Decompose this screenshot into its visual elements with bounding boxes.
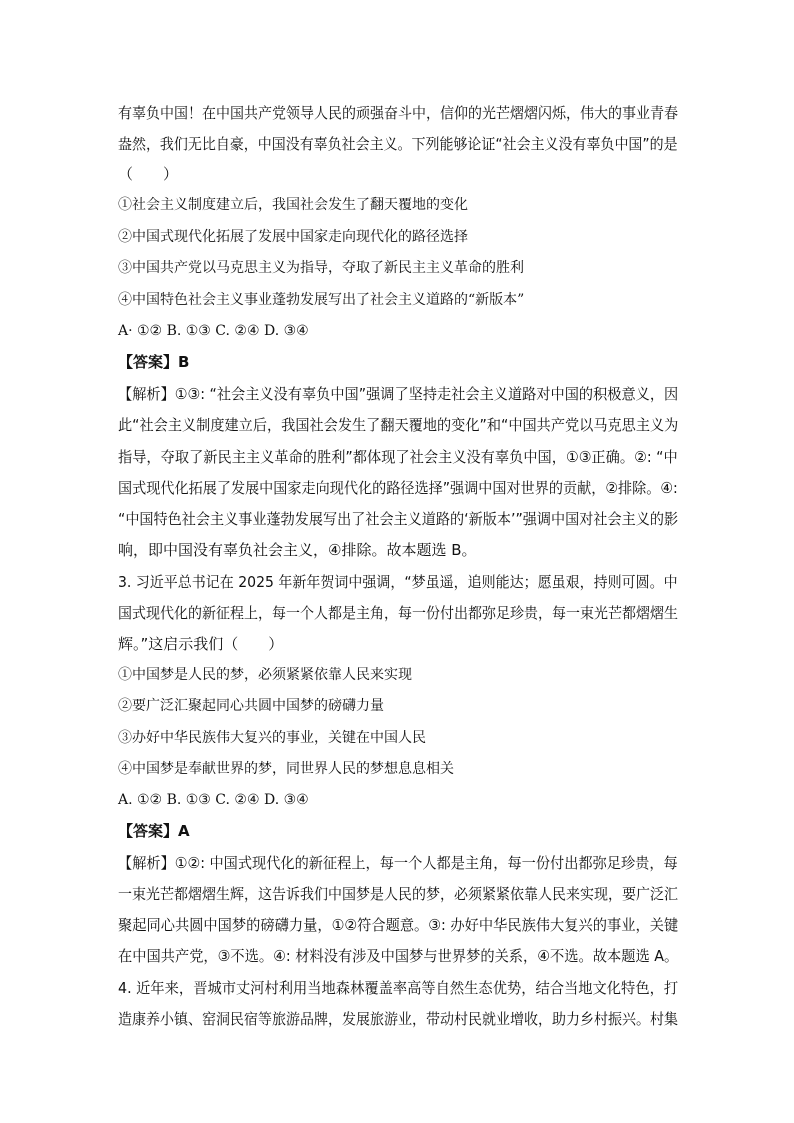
q3-stem-line-1: 3. 习近平总书记在 2025 年新年贺词中强调，“梦虽遥，追则能达；愿虽艰，持则可圆。中 — [118, 573, 678, 591]
q2-option-2: ②中国式现代化拓展了发展中国家走向现代化的路径选择 — [118, 229, 468, 245]
q4-stem-line-2: 造康养小镇、窑洞民宿等旅游品牌，发展旅游业，带动村民就业增收，助力乡村振兴。村集 — [118, 1010, 678, 1028]
q2-option-1: ①社会主义制度建立后，我国社会发生了翻天覆地的变化 — [118, 197, 468, 213]
q3-answer: 【答案】A — [118, 822, 190, 840]
q3-analysis-line-3: 聚起同心共圆中国梦的磅礴力量，①②符合题意。③: 办好中华民族伟大复兴的事业，关键 — [118, 916, 679, 934]
q3-analysis-line-1: 【解析】①②: 中国式现代化的新征程上，每一个人都是主角，每一份付出都弥足珍贵，每 — [118, 854, 678, 872]
q2-analysis-line-6: 响，即中国没有辜负社会主义，④排除。故本题选 B。 — [118, 541, 477, 559]
q2-analysis-line-5: “中国特色社会主义事业蓬勃发展写出了社会主义道路的‘新版本’”强调中国对社会主义的影 — [118, 510, 679, 528]
q3-option-1: ①中国梦是人民的梦，必须紧紧依靠人民来实现 — [118, 667, 412, 683]
q3-option-3: ③办好中华民族伟大复兴的事业，关键在中国人民 — [118, 730, 426, 746]
q2-stem-line-3: （ ） — [118, 165, 179, 183]
q3-analysis-line-2: 一束光芒都熠熠生辉，这告诉我们中国梦是人民的梦，必须紧紧依靠人民来实现，要广泛汇 — [118, 885, 678, 903]
q4-stem-line-1: 4. 近年来，晋城市丈河村利用当地森林覆盖率高等自然生态优势，结合当地文化特色，打 — [118, 979, 679, 997]
q3-stem-line-2: 国式现代化的新征程上，每一个人都是主角，每一份付出都弥足珍贵，每一束光芒都熠熠生 — [118, 604, 678, 622]
q3-option-4: ④中国梦是奉献世界的梦，同世界人民的梦想息息相关 — [118, 761, 454, 777]
q3-stem-line-3: 辉。”这启示我们（ ） — [118, 635, 284, 653]
q2-stem-line-2: 盎然，我们无比自豪，中国没有辜负社会主义。下列能够论证“社会主义没有辜负中国”的是 — [118, 135, 678, 153]
q2-choices: A· ①② B. ①③ C. ②④ D. ③④ — [118, 323, 309, 339]
q2-analysis-line-2: 此“社会主义制度建立后，我国社会发生了翻天覆地的变化”和“中国共产党以马克思主义为 — [118, 416, 679, 434]
q2-option-4: ④中国特色社会主义事业蓬勃发展写出了社会主义道路的“新版本” — [118, 292, 525, 308]
q3-analysis-line-4: 在中国共产党，③不选。④: 材料没有涉及中国梦与世界梦的关系，④不选。故本题选 A。 — [118, 947, 679, 965]
q3-choices: A. ①② B. ①③ C. ②④ D. ③④ — [118, 792, 309, 808]
q2-answer: 【答案】B — [118, 353, 190, 371]
q2-option-3: ③中国共产党以马克思主义为指导，夺取了新民主主义革命的胜利 — [118, 260, 524, 276]
q2-analysis-line-1: 【解析】①③: “社会主义没有辜负中国”强调了坚持走社会主义道路对中国的积极意义，因 — [118, 385, 679, 403]
q3-option-2: ②要广泛汇聚起同心共圆中国梦的磅礴力量 — [118, 698, 384, 714]
q2-analysis-line-3: 指导，夺取了新民主主义革命的胜利”都体现了社会主义没有辜负中国，①③正确。②: “中 — [118, 448, 678, 466]
q2-stem-line-1: 有辜负中国！在中国共产党领导人民的顽强奋斗中，信仰的光芒熠熠闪烁，伟大的事业青春 — [118, 104, 678, 122]
q2-analysis-line-4: 国式现代化拓展了发展中国家走向现代化的路径选择”强调中国对世界的贡献，②排除。④: — [118, 479, 678, 497]
